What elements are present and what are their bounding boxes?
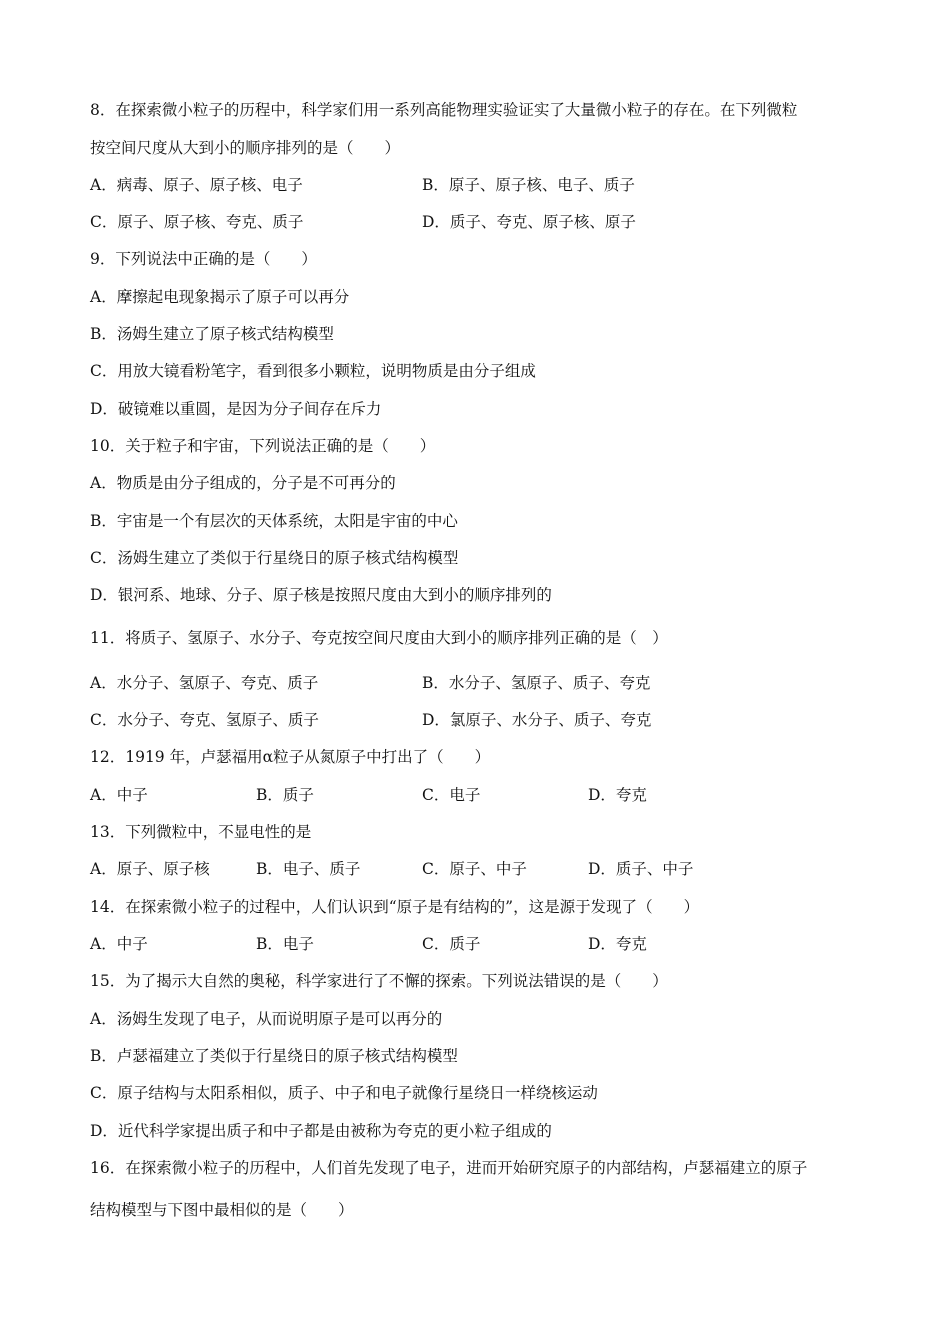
q13-option-d: D．质子、中子: [588, 860, 694, 878]
q9-option-a: A．摩擦起电现象揭示了原子可以再分: [90, 288, 350, 306]
q10-option-b: B．宇宙是一个有层次的天体系统，太阳是宇宙的中心: [90, 512, 458, 530]
q11-stem: 11．将质子、氢原子、水分子、夸克按空间尺度由大到小的顺序排列正确的是（ ）: [90, 629, 668, 647]
q15-option-b: B．卢瑟福建立了类似于行星绕日的原子核式结构模型: [90, 1047, 458, 1065]
q14-option-c: C．质子: [422, 935, 481, 953]
q14-option-d: D．夸克: [588, 935, 647, 953]
q11-option-a: A．水分子、氢原子、夸克、质子: [90, 674, 319, 692]
q8-option-d: D．质子、夸克、原子核、原子: [422, 213, 636, 231]
q9-option-b: B．汤姆生建立了原子核式结构模型: [90, 325, 334, 343]
q12-stem: 12．1919 年，卢瑟福用α粒子从氮原子中打出了（ ）: [90, 748, 491, 766]
q10-stem: 10．关于粒子和宇宙，下列说法正确的是（ ）: [90, 437, 436, 455]
q10-option-a: A．物质是由分子组成的，分子是不可再分的: [90, 474, 396, 492]
q15-stem: 15．为了揭示大自然的奥秘，科学家进行了不懈的探索。下列说法错误的是（ ）: [90, 972, 668, 990]
q8-stem-line1: 8．在探索微小粒子的历程中，科学家们用一系列高能物理实验证实了大量微小粒子的存在。在下列微粒: [90, 101, 798, 119]
q8-option-a: A．病毒、原子、原子核、电子: [90, 176, 303, 194]
q12-option-a: A．中子: [90, 786, 148, 804]
q8-option-b: B．原子、原子核、电子、质子: [422, 176, 635, 194]
q14-option-b: B．电子: [256, 935, 314, 953]
q13-option-a: A．原子、原子核: [90, 860, 210, 878]
q11-option-b: B．水分子、氢原子、质子、夸克: [422, 674, 651, 692]
q10-option-d: D．银河系、地球、分子、原子核是按照尺度由大到小的顺序排列的: [90, 586, 552, 604]
q8-option-c: C．原子、原子核、夸克、质子: [90, 213, 304, 231]
q14-stem: 14．在探索微小粒子的过程中，人们认识到“原子是有结构的”，这是源于发现了（ ）: [90, 898, 700, 916]
q16-stem-line1: 16．在探索微小粒子的历程中，人们首先发现了电子，进而开始研究原子的内部结构，卢瑟福建立的原子: [90, 1159, 808, 1177]
q8-stem-line2: 按空间尺度从大到小的顺序排列的是（ ）: [90, 139, 401, 157]
q9-option-c: C．用放大镜看粉笔字，看到很多小颗粒，说明物质是由分子组成: [90, 362, 536, 380]
q15-option-d: D．近代科学家提出质子和中子都是由被称为夸克的更小粒子组成的: [90, 1122, 552, 1140]
q15-option-a: A．汤姆生发现了电子，从而说明原子是可以再分的: [90, 1010, 443, 1028]
q11-option-c: C．水分子、夸克、氢原子、质子: [90, 711, 319, 729]
q12-option-c: C．电子: [422, 786, 481, 804]
q14-option-a: A．中子: [90, 935, 148, 953]
q15-option-c: C．原子结构与太阳系相似，质子、中子和电子就像行星绕日一样绕核运动: [90, 1084, 598, 1102]
q13-option-c: C．原子、中子: [422, 860, 527, 878]
q12-option-b: B．质子: [256, 786, 314, 804]
q9-stem: 9．下列说法中正确的是（ ）: [90, 250, 317, 268]
q13-stem: 13．下列微粒中，不显电性的是: [90, 823, 312, 841]
q9-option-d: D．破镜难以重圆，是因为分子间存在斥力: [90, 400, 382, 418]
q13-option-b: B．电子、质子: [256, 860, 361, 878]
q10-option-c: C．汤姆生建立了类似于行星绕日的原子核式结构模型: [90, 549, 459, 567]
q11-option-d: D．氯原子、水分子、质子、夸克: [422, 711, 652, 729]
q16-stem-line2: 结构模型与下图中最相似的是（ ）: [90, 1201, 354, 1219]
q12-option-d: D．夸克: [588, 786, 647, 804]
